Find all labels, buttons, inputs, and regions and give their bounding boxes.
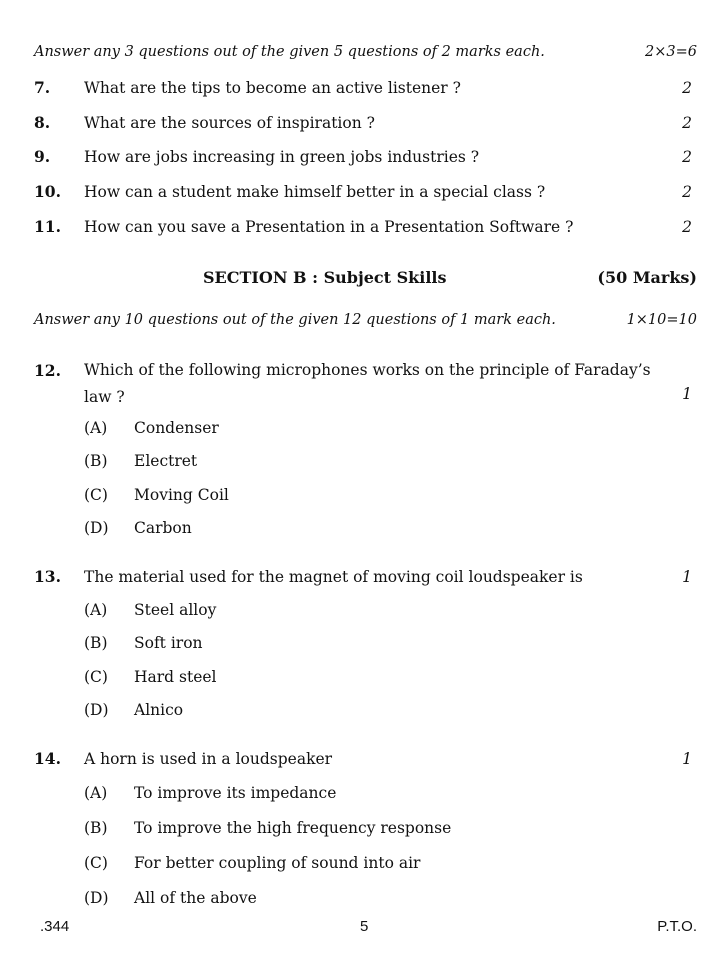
option-text: Electret (134, 452, 198, 470)
option-text: Hard steel (134, 668, 217, 686)
question-number: 12. (34, 361, 61, 380)
question-number: 13. (34, 567, 61, 586)
option-text: All of the above (134, 889, 257, 907)
question-text: Which of the following microphones works on the principle of Faraday’s law ? (84, 361, 651, 406)
option-text: Steel alloy (134, 601, 217, 619)
question-mark: 1 (682, 750, 692, 768)
question-text: How are jobs increasing in green jobs industries ? (84, 148, 480, 166)
question-number: 8. (34, 113, 51, 132)
question-mark: 1 (682, 385, 692, 403)
option-text: Carbon (134, 519, 192, 537)
question-mark: 2 (682, 183, 692, 201)
question-mark: 2 (682, 148, 692, 166)
question-12 (34, 361, 697, 415)
section-title: SECTION B : Subject Skills (203, 268, 447, 287)
option-text: For better coupling of sound into air (134, 854, 421, 872)
option-label: (D) (84, 701, 109, 719)
instruction-section-a (34, 42, 697, 62)
option-label: (A) (84, 784, 108, 802)
question-text: What are the tips to become an active listener ? (84, 79, 461, 97)
option-label: (B) (84, 452, 108, 470)
option-label: (B) (84, 819, 108, 837)
instruction-text: Answer any 3 questions out of the given 5 questions of 2 marks each. (34, 44, 545, 60)
option-text: Soft iron (134, 634, 203, 652)
question-text: The material used for the magnet of moving coil loudspeaker is (84, 568, 583, 586)
question-text: What are the sources of inspiration ? (84, 114, 375, 132)
option-label: (D) (84, 519, 109, 537)
instruction-marks: 2×3=6 (645, 44, 697, 60)
option-label: (A) (84, 419, 108, 437)
section-marks: (50 Marks) (597, 268, 697, 287)
pto-label: P.T.O. (657, 918, 697, 935)
instruction-marks: 1×10=10 (626, 312, 697, 328)
page-number: 5 (360, 918, 369, 935)
question-mark: 1 (682, 568, 692, 586)
question-number: 10. (34, 182, 61, 201)
question-number: 7. (34, 78, 51, 97)
question-mark: 2 (682, 114, 692, 132)
instruction-text: Answer any 10 questions out of the given 12 questions of 1 mark each. (34, 312, 556, 328)
option-text: To improve its impedance (134, 784, 337, 802)
option-label: (D) (84, 889, 109, 907)
option-label: (C) (84, 668, 108, 686)
question-text: How can you save a Presentation in a Presentation Software ? (84, 218, 574, 236)
option-text: To improve the high frequency response (134, 819, 452, 837)
question-number: 11. (34, 217, 61, 236)
option-text: Moving Coil (134, 486, 229, 504)
option-label: (B) (84, 634, 108, 652)
option-text: Condenser (134, 419, 219, 437)
question-text: How can a student make himself better in a special class ? (84, 183, 546, 201)
option-label: (C) (84, 854, 108, 872)
question-number: 14. (34, 749, 61, 768)
instruction-section-b (34, 310, 697, 330)
option-label: (C) (84, 486, 108, 504)
question-text: A horn is used in a loudspeaker (84, 750, 333, 768)
option-label: (A) (84, 601, 108, 619)
paper-code: .344 (40, 918, 70, 935)
question-mark: 2 (682, 79, 692, 97)
question-number: 9. (34, 147, 51, 166)
option-text: Alnico (134, 701, 184, 719)
question-mark: 2 (682, 218, 692, 236)
